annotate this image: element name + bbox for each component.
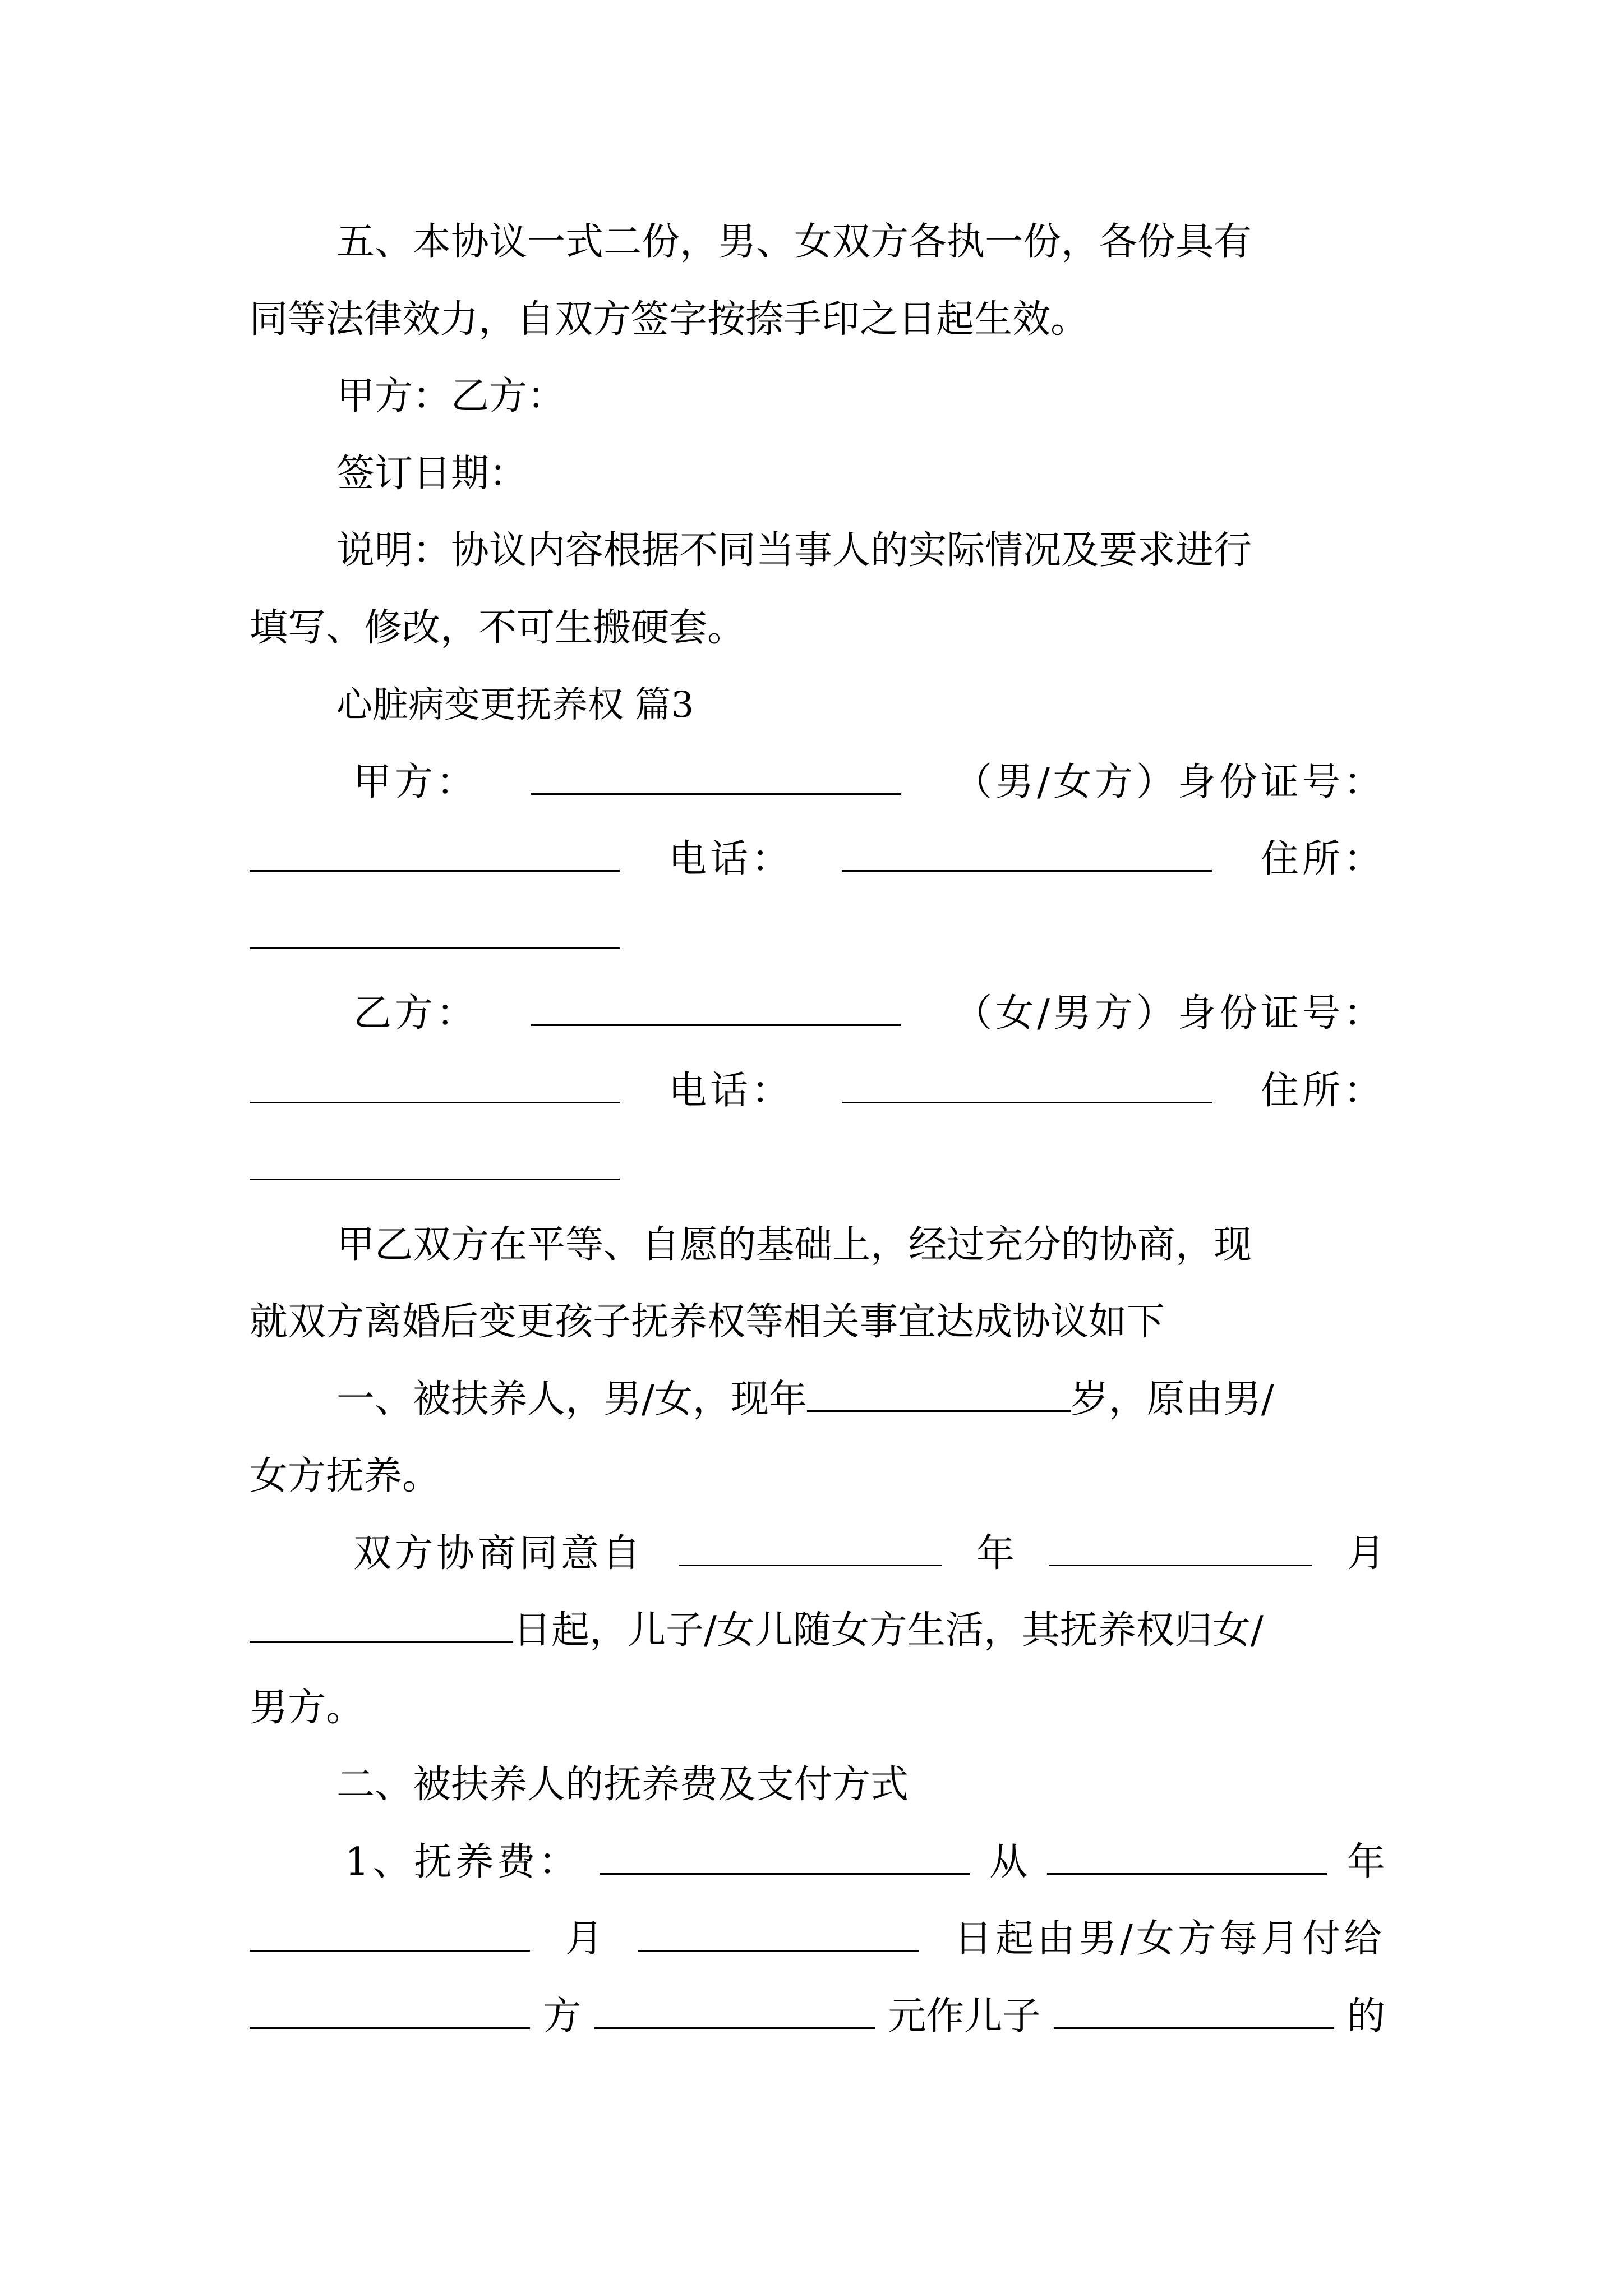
fee-year-label: 年 bbox=[1347, 1840, 1385, 1884]
fee-day-blank[interactable] bbox=[638, 1915, 919, 1952]
party-b-line2 bbox=[250, 1063, 1385, 1119]
party-a-label: 甲方： bbox=[353, 760, 478, 804]
fee-fang-label: 方 bbox=[543, 1994, 582, 2039]
item2-title: 二、被扶养人的抚养费及支付方式 bbox=[336, 1763, 909, 1807]
fee-purpose-blank[interactable] bbox=[1054, 1993, 1334, 2029]
agree-line2-suffix: 日起，儿子/女儿随女方生活，其抚养权归女/ bbox=[513, 1608, 1264, 1653]
fee-year-blank[interactable] bbox=[1047, 1838, 1327, 1875]
party-b-line1 bbox=[353, 986, 1385, 1042]
party-a-address-label: 住所： bbox=[1260, 837, 1385, 881]
item1-suffix: 岁，原由男/ bbox=[1070, 1377, 1274, 1421]
intro-line2: 就双方离婚后变更孩子抚养权等相关事宜达成协议如下 bbox=[250, 1300, 1165, 1344]
fee-yuan-label: 元作儿子 bbox=[888, 1994, 1041, 2039]
agree-year-blank[interactable] bbox=[679, 1530, 942, 1566]
party-b-gender-id-label: （女/男方）身份证号： bbox=[954, 991, 1385, 1036]
party-b-id-blank[interactable] bbox=[250, 1067, 620, 1103]
agree-line1 bbox=[353, 1526, 1385, 1582]
fee-line1 bbox=[345, 1834, 1385, 1890]
fee-payee-blank[interactable] bbox=[250, 1993, 530, 2029]
section-title: 心脏病变更抚养权 篇3 bbox=[336, 684, 694, 726]
signature-date: 签订日期： bbox=[336, 452, 528, 496]
party-b-name-blank[interactable] bbox=[531, 990, 901, 1026]
party-a-address-blank[interactable] bbox=[250, 913, 620, 949]
agree-line3: 男方。 bbox=[250, 1686, 365, 1730]
party-a-line3 bbox=[250, 909, 1385, 965]
item1-line2: 女方抚养。 bbox=[250, 1454, 441, 1498]
fee-month-blank[interactable] bbox=[250, 1915, 530, 1952]
agree-month-blank[interactable] bbox=[1049, 1530, 1312, 1566]
agree-prefix: 双方协商同意自 bbox=[353, 1531, 644, 1576]
fee-day-text: 日起由男/女方每月付给 bbox=[954, 1917, 1385, 1961]
party-a-phone-blank[interactable] bbox=[842, 835, 1212, 872]
fee-yuan-blank[interactable] bbox=[594, 1993, 875, 2029]
party-a-phone-label: 电话： bbox=[668, 837, 793, 881]
intro-line1: 甲乙双方在平等、自愿的基础上，经过充分的协商，现 bbox=[336, 1223, 1252, 1267]
party-b-phone-label: 电话： bbox=[668, 1069, 793, 1113]
fee-label: 1、抚养费： bbox=[345, 1840, 580, 1884]
party-b-line3 bbox=[250, 1140, 1385, 1196]
agree-month-label: 月 bbox=[1347, 1531, 1385, 1576]
agree-day-blank[interactable] bbox=[250, 1607, 513, 1643]
party-a-line1 bbox=[353, 754, 1385, 811]
party-b-label: 乙方： bbox=[353, 991, 478, 1036]
fee-line2 bbox=[250, 1911, 1385, 1967]
party-b-address-label: 住所： bbox=[1260, 1069, 1385, 1113]
fee-month-label: 月 bbox=[565, 1917, 603, 1961]
note-line1: 说明：协议内容根据不同当事人的实际情况及要求进行 bbox=[336, 528, 1252, 573]
fee-from-label: 从 bbox=[989, 1840, 1028, 1884]
party-b-address-blank[interactable] bbox=[250, 1144, 620, 1180]
fee-amount-blank[interactable] bbox=[600, 1838, 970, 1875]
note-line2: 填写、修改，不可生搬硬套。 bbox=[250, 606, 746, 650]
item1-line1 bbox=[336, 1372, 1385, 1428]
item1-prefix: 一、被扶养人，男/女，现年 bbox=[336, 1377, 807, 1421]
fee-de-label: 的 bbox=[1347, 1994, 1385, 2039]
party-a-line2 bbox=[250, 831, 1385, 887]
party-a-gender-id-label: （男/女方）身份证号： bbox=[954, 760, 1385, 804]
agree-year-label: 年 bbox=[976, 1531, 1015, 1576]
paragraph-five-line2: 同等法律效力，自双方签字按捺手印之日起生效。 bbox=[250, 297, 1089, 342]
signature-parties: 甲方：乙方： bbox=[336, 374, 566, 418]
paragraph-five-line1: 五、本协议一式二份，男、女双方各执一份，各份具有 bbox=[336, 220, 1252, 264]
party-b-phone-blank[interactable] bbox=[842, 1067, 1212, 1103]
fee-line3 bbox=[250, 1989, 1385, 2045]
party-a-id-blank[interactable] bbox=[250, 835, 620, 872]
item1-age-blank[interactable] bbox=[807, 1375, 1071, 1412]
party-a-name-blank[interactable] bbox=[531, 758, 901, 795]
agree-line2 bbox=[250, 1603, 1385, 1659]
